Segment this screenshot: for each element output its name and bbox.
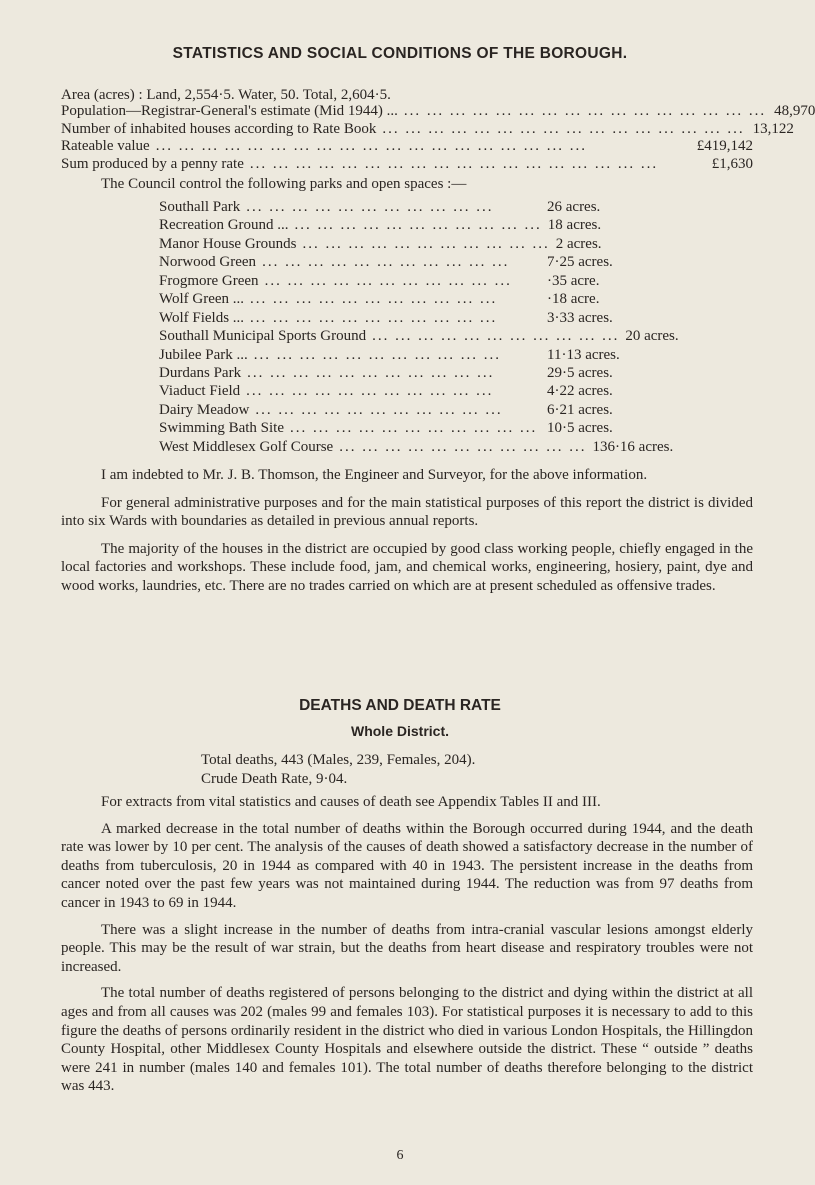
paragraph: I am indebted to Mr. J. B. Thomson, the Engineer and Surveyor, for the above information. (101, 467, 648, 483)
park-name: Manor House Grounds (159, 235, 297, 252)
stat-row-population (61, 103, 815, 120)
paragraph: A marked decrease in the total number of deaths within the Borough occurred during 1944, and the death rate was lower by 10 per cent. The analysis of the causes of death showed a satisfactory decrease in the number of deaths from tuberculosis, 20 in 1944 as compared with 40 in 1943. The persistent increase in the deaths from cancer noted over the past few years was not maintained during 1944. The reduction was from 97 deaths from cancer in 1943 to 69 in 1944. (61, 820, 753, 911)
park-name: Norwood Green (159, 254, 257, 271)
stat-row-rateable-value (61, 138, 753, 155)
stat-label: Number of inhabited houses according to Rate Book (61, 120, 377, 137)
park-name: Frogmore Green (159, 272, 259, 289)
park-row (159, 199, 679, 217)
leader-dots: ... ... ... ... ... ... ... ... ... ... ... ... ... ... ... ... (382, 120, 745, 137)
paragraph: There was a slight increase in the number of deaths from intra-cranial vascular lesions amongst elderly people. This may be the result of war strain, but the deaths from heart disease and respiratory troubles were not increased. (61, 921, 753, 975)
park-area: 29·5 acres. (547, 364, 613, 381)
park-area: 6·21 acres. (547, 401, 613, 418)
page-title: STATISTICS AND SOCIAL CONDITIONS OF THE BOROUGH. (172, 45, 628, 62)
stat-label: Rateable value (61, 138, 150, 155)
park-area: 136·16 acres. (592, 438, 674, 455)
park-name: Southall Municipal Sports Ground (159, 328, 367, 345)
paragraph: For extracts from vital statistics and causes of death see Appendix Tables II and III. (101, 794, 601, 810)
parks-list (159, 199, 679, 457)
death-totals (201, 751, 701, 789)
leader-dots: ... ... ... ... ... ... ... ... ... ... ... (294, 217, 542, 234)
park-row (159, 402, 679, 420)
park-row (159, 217, 679, 235)
leader-dots: ... ... ... ... ... ... ... ... ... ... ... (339, 438, 587, 455)
parks-intro: The Council control the following parks and open spaces :— (101, 176, 467, 192)
park-name: Wolf Green ... (159, 291, 245, 308)
park-name: Swimming Bath Site (159, 420, 285, 437)
section-heading: DEATHS AND DEATH RATE (299, 697, 501, 714)
leader-dots: ... ... ... ... ... ... ... ... ... ... ... (290, 420, 538, 437)
stat-value: £1,630 (711, 155, 753, 172)
park-area: 11·13 acres. (547, 346, 620, 363)
park-area: 3·33 acres. (547, 309, 613, 326)
stat-label: Sum produced by a penny rate (61, 155, 244, 172)
leader-dots: ... ... ... ... ... ... ... ... ... ... ... (255, 401, 503, 418)
park-name: Wolf Fields ... (159, 309, 245, 326)
stat-row-houses (61, 120, 794, 138)
park-row (159, 365, 679, 383)
paragraph: The majority of the houses in the district are occupied by good class working people, chiefly engaged in the local factories and workshops. These include food, jam, and chemical works, engineering, hosiery, paint, dye and wood works, laundries, etc. There are no trades carried on which are at present scheduled as offensive trades. (61, 540, 753, 594)
section-subheading: Whole District. (350, 723, 449, 739)
stat-value: £419,142 (696, 138, 753, 155)
stat-row-penny-rate (61, 156, 753, 173)
leader-dots: ... ... ... ... ... ... ... ... ... ... ... (250, 291, 498, 308)
crude-death-rate-line: Crude Death Rate, 9·04. (201, 771, 348, 787)
park-area: 20 acres. (625, 328, 679, 345)
park-row (159, 420, 679, 438)
leader-dots: ... ... ... ... ... ... ... ... ... ... ... ... ... ... ... ... (403, 103, 767, 120)
stat-value: 13,122 (752, 120, 794, 137)
park-area: 10·5 acres. (547, 420, 613, 437)
park-area: 7·25 acres. (547, 254, 613, 271)
park-row (159, 291, 679, 309)
park-row (159, 328, 679, 346)
paragraph: The total number of deaths registered of persons belonging to the district and dying within the district at all ages and from all causes was 202 (males 99 and females 103). For statistical purposes it is necessary to add to this figure the deaths of persons ordinarily resident in the district who died in various London Hospitals, the Hillingdon County Hospital, other Middlesex County Hospitals and elsewhere outside the district. These “ outside ” deaths were 241 in number (males 140 and females 101). The total number of deaths therefore belonging to the district was 443. (61, 985, 753, 1095)
leader-dots: ... ... ... ... ... ... ... ... ... ... ... (246, 199, 494, 215)
park-area: 2 acres. (555, 235, 602, 252)
park-name: Southall Park (159, 199, 241, 215)
park-name: Recreation Ground ... (159, 217, 289, 234)
leader-dots: ... ... ... ... ... ... ... ... ... ... ... (250, 309, 498, 326)
section-text-1 (61, 466, 753, 596)
park-row (159, 254, 679, 272)
leader-dots: ... ... ... ... ... ... ... ... ... ... ... ... ... ... ... ... ... ... ... (155, 138, 587, 155)
area-line: Area (acres) : Land, 2,554·5. Water, 50. Total, 2,604·5. (61, 87, 391, 103)
leader-dots: ... ... ... ... ... ... ... ... ... ... ... (302, 235, 550, 252)
leader-dots: ... ... ... ... ... ... ... ... ... ... ... ... ... ... ... ... ... ... (249, 155, 659, 172)
park-area: ·18 acre. (547, 291, 600, 308)
park-name: Jubilee Park ... (159, 346, 248, 363)
park-area: ·35 acre. (547, 272, 600, 289)
park-area: 4·22 acres. (547, 383, 613, 400)
leader-dots: ... ... ... ... ... ... ... ... ... ... ... (253, 346, 501, 363)
park-name: Durdans Park (159, 364, 242, 381)
park-row (159, 310, 679, 328)
page-number: 6 (396, 1148, 404, 1163)
section-text-2 (61, 793, 753, 1096)
leader-dots: ... ... ... ... ... ... ... ... ... ... ... (247, 364, 495, 381)
total-deaths-line: Total deaths, 443 (Males, 239, Females, 204). (201, 752, 476, 768)
borough-statistics (61, 86, 815, 173)
park-name: Dairy Meadow (159, 401, 250, 418)
park-name: West Middlesex Golf Course (159, 438, 334, 455)
stat-label: Population—Registrar-General's estimate (Mid 1944) ... (61, 103, 398, 120)
park-row (159, 347, 679, 365)
park-row (159, 439, 679, 457)
leader-dots: ... ... ... ... ... ... ... ... ... ... ... (372, 328, 620, 345)
park-name: Viaduct Field (159, 383, 241, 400)
park-row (159, 236, 679, 254)
park-area: 26 acres. (547, 199, 601, 215)
paragraph: For general administrative purposes and for the main statistical purposes of this report the district is divided into six Wards with boundaries as detailed in previous annual reports. (61, 494, 753, 530)
stat-value: 48,970 (774, 103, 815, 120)
park-row (159, 383, 679, 401)
leader-dots: ... ... ... ... ... ... ... ... ... ... ... (262, 254, 510, 271)
leader-dots: ... ... ... ... ... ... ... ... ... ... ... (264, 272, 512, 289)
park-row (159, 273, 679, 291)
park-area: 18 acres. (547, 217, 602, 234)
leader-dots: ... ... ... ... ... ... ... ... ... ... ... (246, 383, 494, 400)
